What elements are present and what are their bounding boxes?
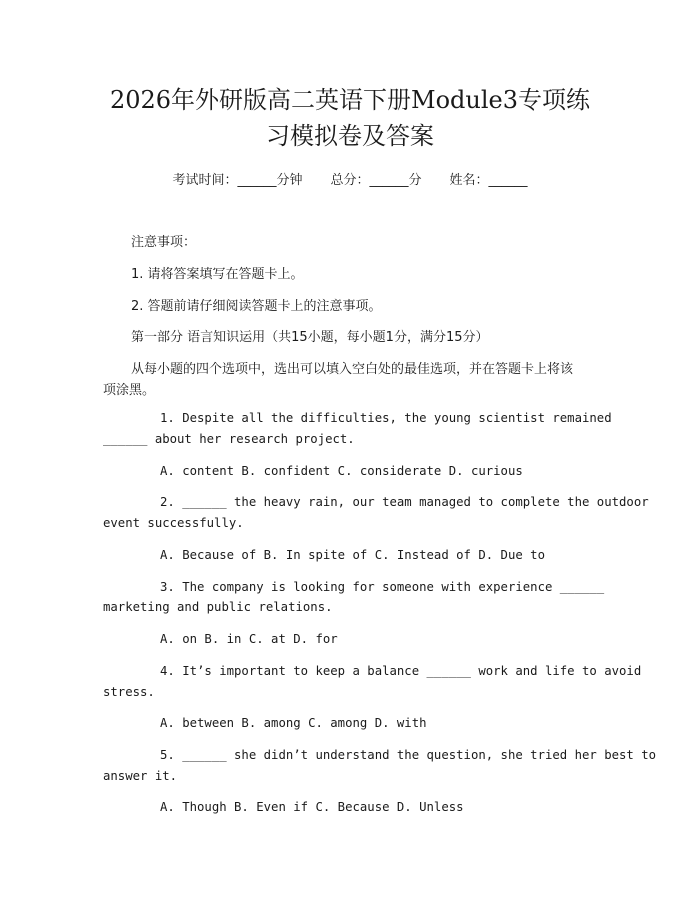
question-1-options: A. content B. confident C. considerate D. curious	[160, 464, 523, 478]
notice-item-1: 1. 请将答案填写在答题卡上。	[131, 267, 304, 282]
notice-item-2: 2. 答题前请仔细阅读答题卡上的注意事项。	[131, 299, 382, 314]
exam-meta	[0, 169, 700, 188]
question-3-options: A. on B. in C. at D. for	[160, 632, 338, 646]
question-4-options: A. between B. among C. among D. with	[160, 716, 427, 730]
question-5-options: A. Though B. Even if C. Because D. Unless	[160, 800, 464, 814]
title-line-2: 习模拟卷及答案	[266, 122, 434, 150]
exam-time-field: 考试时间：______分钟	[172, 173, 303, 188]
question-5-line-1: 5. ______ she didn’t understand the question, she tried her best to	[160, 748, 657, 762]
question-4-line-2: stress.	[103, 685, 155, 699]
document-title	[60, 82, 640, 154]
question-1-line-1: 1. Despite all the difficulties, the young scientist remained	[160, 411, 612, 425]
question-2-options: A. Because of B. In spite of C. Instead of D. Due to	[160, 548, 545, 562]
question-2-line-2: event successfully.	[103, 516, 244, 530]
instruction-line-2: 项涂黑。	[103, 383, 156, 398]
section-title: 第一部分 语言知识运用（共15小题，每小题1分，满分15分）	[131, 330, 489, 345]
student-name-field: 姓名：______	[449, 173, 528, 188]
total-score-field: 总分：______分	[330, 173, 422, 188]
question-1-line-2: ______ about her research project.	[103, 432, 355, 446]
question-3-line-2: marketing and public relations.	[103, 600, 333, 614]
question-2-line-1: 2. ______ the heavy rain, our team managed to complete the outdoor	[160, 495, 649, 509]
title-line-1: 2026年外研版高二英语下册Module3专项练	[109, 86, 591, 114]
question-4-line-1: 4. It’s important to keep a balance ______ work and life to avoid	[160, 664, 642, 678]
instruction-line-1: 从每小题的四个选项中，选出可以填入空白处的最佳选项，并在答题卡上将该	[131, 362, 574, 377]
question-5-line-2: answer it.	[103, 769, 178, 783]
notice-heading: 注意事项：	[131, 235, 197, 250]
question-3-line-1: 3. The company is looking for someone with experience ______	[160, 580, 605, 594]
